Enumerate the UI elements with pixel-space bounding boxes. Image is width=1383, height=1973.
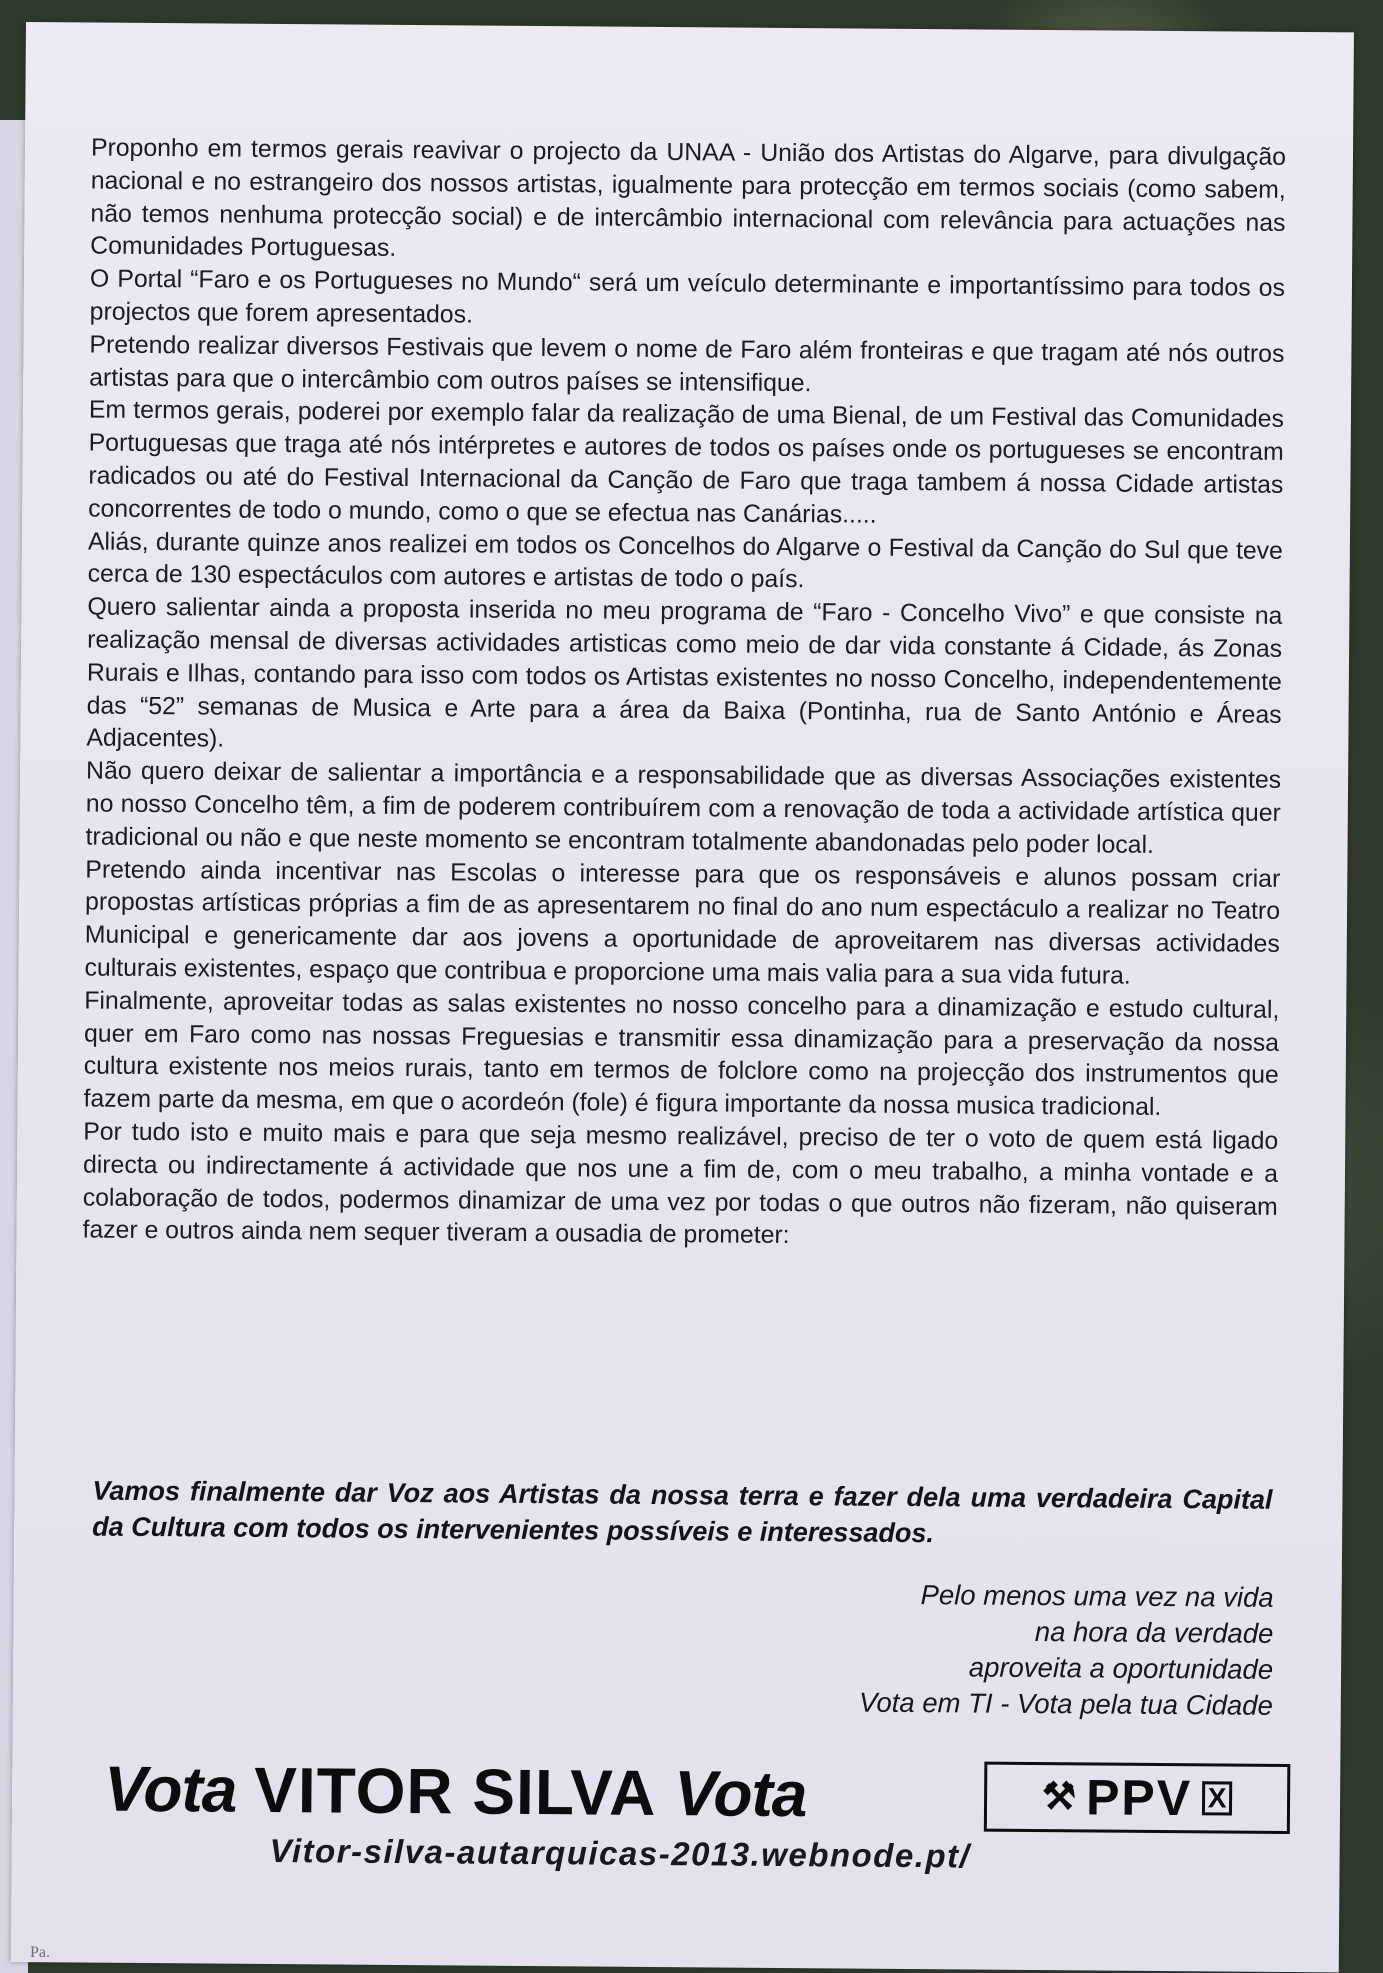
paragraph-festival-sul: Aliás, durante quinze anos realizei em todos os Concelhos do Algarve o Festival da Canção do Sul que teve cerca de 130 espectáculos com autores e artistas de todo o país. — [87, 528, 1283, 594]
campaign-flyer — [11, 22, 1354, 1972]
ballot-mark: X — [1207, 1782, 1227, 1814]
paragraph-concelho-vivo: Quero salientar ainda a proposta inserida no meu programa de “Faro - Concelho Vivo” e que consiste na realização mensal de diversas actividades artisticas como meio de dar vida constante á Cidade, ás Zonas Rurais e Ilhas, contando para isso com todos os Artistas existentes no nosso Concelho, independentemente das “52” semanas de Musica e Arte para a área da Baixa (Pontinha, rua de Santo António e Áreas Adjacentes). — [86, 593, 1283, 753]
vote-headline — [104, 1751, 807, 1833]
paragraph-associacoes: Não quero deixar de salientar a importância e a responsabilidade que as diversas Associações existentes no nosso Concelho têm, a fim de poderem contribuírem com a renovação de toda a actividade artística quer tradicional ou não e que neste momento se encontram totalmente abandonadas pelo poder local. — [85, 757, 1282, 859]
campaign-website: Vitor-silva-autarquicas-2013.webnode.pt/ — [269, 1831, 971, 1875]
closing-line: Pelo menos uma vez na vida — [920, 1579, 1274, 1613]
party-ballot-box — [984, 1762, 1291, 1834]
paragraph-salas: Finalmente, aproveitar todas as salas existentes no nosso concelho para a dinamização e estudo cultural, quer em Faro como nas nossas Freguesias e transmitir essa dinamização para a preservação da nossa cultura existente nos meios rurais, tanto em termos de folclore como na projecção dos instrumentos que fazem parte da mesma, em que o acordeón (fole) é figura importante da nossa musica tradicional. — [83, 987, 1280, 1122]
paragraph-voto: Por tudo isto e muito mais e para que seja mesmo realizável, preciso de ter o voto de quem está ligado directa ou indirectamente á actividade que nos une a fim de, com o meu trabalho, a minha vontade e a colaboração de todos, podermos dinamizar de uma vez por todas o que outros não fizeram, não quiseram fazer e outros ainda nem sequer tiveram a ousadia de prometer: — [82, 1118, 1279, 1250]
slogan: Vamos finalmente dar Voz aos Artistas da nossa terra e fazer dela uma verdadeira Capital da Cultura com todos os intervenientes possíveis e interessados. — [92, 1475, 1273, 1549]
closing-line: aproveita a oportunidade — [968, 1651, 1274, 1685]
paragraph-unaa: Proponho em termos gerais reavivar o projecto da UNAA - União dos Artistas do Algarve, para divulgação nacional e no estrangeiro dos nossos artistas, igualmente para protecção em termos sociais (como sabem, não temos nenhuma protecção social) e de intercâmbio internacional com relevância para actuações nas Comunidades Portuguesas. — [90, 134, 1287, 263]
paragraph-festivals: Pretendo realizar diversos Festivais que levem o nome de Faro além fronteiras e que tragam até nós outros artistas para que o intercâmbio com outros países se intensifique. — [89, 331, 1285, 397]
closing-line: na hora da verdade — [1034, 1615, 1274, 1649]
ballot-checkbox-icon — [1202, 1781, 1232, 1815]
hammer-sickle-icon: ⚒ — [1041, 1776, 1077, 1819]
vote-word-left: Vota — [103, 1752, 237, 1826]
closing-verse — [673, 1575, 1274, 1724]
paragraph-bienal: Em termos gerais, poderei por exemplo falar da realização de uma Bienal, de um Festival das Comunidades Portuguesas que traga até nós intérpretes e autores de todos os países onde os portugueses se encontram radicados ou até do Festival Internacional da Canção de Faro que traga tambem á nossa Cidade artistas concorrentes de todo o mundo, como o que se efectua nas Canárias..... — [88, 396, 1285, 529]
paragraph-escolas: Pretendo ainda incentivar nas Escolas o interesse para que os responsáveis e alunos possam criar propostas artísticas próprias a fim de as apresentarem no final do ano num espectáculo a realizar no Teatro Municipal e genericamente dar aos jovens a oportunidade de aproveitarem nas diversas actividades culturais existentes, espaço que contribua e proporcione uma mais valia para a sua vida futura. — [84, 856, 1281, 990]
candidate-name: VITOR SILVA — [253, 1753, 657, 1830]
manifesto-body — [82, 133, 1286, 1257]
vote-word-right: Vota — [673, 1757, 807, 1831]
paragraph-portal: O Portal “Faro e os Portugueses no Mundo“ será um veículo determinante e importantíssimo para todos os projectos que forem apresentados. — [89, 265, 1286, 329]
closing-line: Vota em TI - Vota pela tua Cidade — [858, 1686, 1273, 1721]
corner-handwriting: Pa. — [30, 1944, 50, 1961]
party-name: PPV — [1085, 1769, 1193, 1827]
